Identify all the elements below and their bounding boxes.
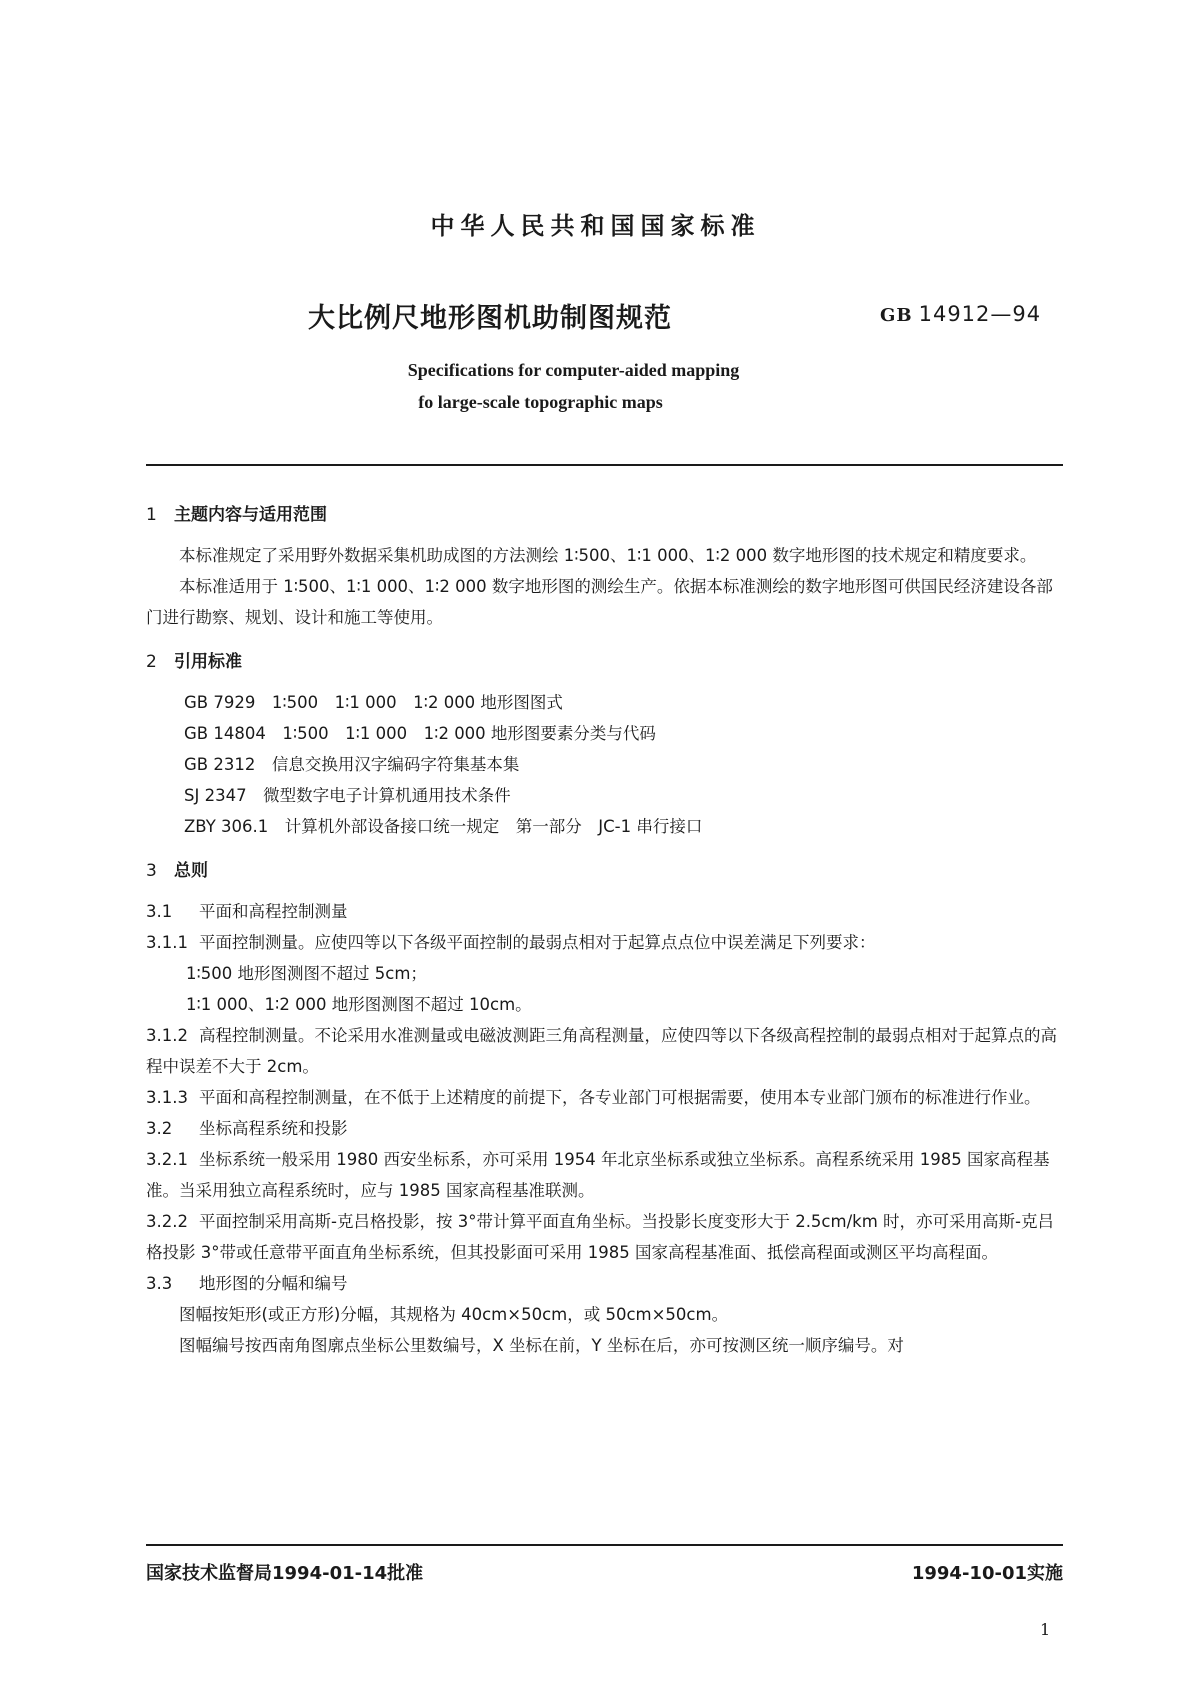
subsection-3-3: 3.3 地形图的分幅和编号	[146, 1274, 348, 1293]
section-1-heading	[146, 500, 1063, 530]
section-title: 主题内容与适用范围	[174, 505, 327, 525]
standard-number	[880, 302, 1041, 326]
title-en-line-1: Specifications for computer-aided mapping	[407, 360, 740, 380]
clause-item: 1∶1 000、1∶2 000 地形图测图不超过 10cm。	[186, 995, 532, 1014]
implementation-date: 1994-10-01实施	[911, 1563, 1063, 1584]
reference-item: GB 7929 1∶500 1∶1 000 1∶2 000 地形图图式	[184, 693, 563, 712]
subsection-3-2: 3.2 坐标高程系统和投影	[146, 1119, 348, 1138]
clause-3-2-2: 3.2.2 平面控制采用高斯-克吕格投影，按 3°带计算平面直角坐标。当投影长度变形大于 2.5cm/km 时，亦可采用高斯-克吕格投影 3°带或任意带平面直角坐标系统，但其投影面可采用 1985 国家高程基准面、抵偿高程面或测区平均高程面。	[146, 1212, 1054, 1262]
standard-prefix: GB	[880, 305, 913, 326]
paragraph: 本标准适用于 1∶500、1∶1 000、1∶2 000 数字地形图的测绘生产。依据本标准测绘的数字地形图可供国民经济建设各部门进行勘察、规划、设计和施工等使用。	[146, 577, 1053, 627]
title-row	[0, 296, 1191, 336]
paragraph: 本标准规定了采用野外数据采集机助成图的方法测绘 1∶500、1∶1 000、1∶2 000 数字地形图的技术规定和精度要求。	[179, 546, 1037, 565]
document-title-cn: 大比例尺地形图机助制图规范	[308, 303, 672, 334]
reference-item: GB 14804 1∶500 1∶1 000 1∶2 000 地形图要素分类与代码	[184, 724, 656, 743]
document-title-en	[0, 354, 1191, 418]
page-number: 1	[1040, 1620, 1051, 1639]
clause-3-2-1: 3.2.1 坐标系统一般采用 1980 西安坐标系，亦可采用 1954 年北京坐标系或独立坐标系。高程系统采用 1985 国家高程基准。当采用独立高程系统时，应与 1985 国家高程基准联测。	[146, 1150, 1050, 1200]
section-number: 1	[146, 505, 157, 525]
subsection-3-1: 3.1 平面和高程控制测量	[146, 902, 348, 921]
paragraph: 图幅编号按西南角图廓点坐标公里数编号，X 坐标在前，Y 坐标在后，亦可按测区统一顺序编号。对	[179, 1336, 904, 1355]
section-title: 总则	[174, 861, 208, 881]
clause-3-1-3: 3.1.3 平面和高程控制测量，在不低于上述精度的前提下，各专业部门可根据需要，使用本专业部门颁布的标准进行作业。	[146, 1088, 1041, 1107]
section-title: 引用标准	[174, 652, 242, 672]
section-2-heading	[146, 647, 1063, 677]
clause-item: 1∶500 地形图测图不超过 5cm；	[186, 964, 427, 983]
approval-date: 国家技术监督局1994-01-14批准	[146, 1563, 424, 1584]
section-number: 3	[146, 861, 157, 881]
standard-code: 14912—94	[918, 302, 1042, 326]
clause-3-1-1: 3.1.1 平面控制测量。应使四等以下各级平面控制的最弱点相对于起算点点位中误差满足下列要求：	[146, 933, 876, 952]
document-body	[146, 500, 1063, 1361]
reference-item: SJ 2347 微型数字电子计算机通用技术条件	[184, 786, 511, 805]
reference-item: ZBY 306.1 计算机外部设备接口统一规定 第一部分 JC-1 串行接口	[184, 817, 703, 836]
national-standard-heading: 中华人民共和国国家标准	[430, 212, 761, 240]
paragraph: 图幅按矩形(或正方形)分幅，其规格为 40cm×50cm，或 50cm×50cm。	[179, 1305, 729, 1324]
section-number: 2	[146, 652, 157, 672]
footer	[146, 1559, 1063, 1589]
footer-divider	[146, 1544, 1063, 1546]
clause-3-1-2: 3.1.2 高程控制测量。不论采用水准测量或电磁波测距三角高程测量，应使四等以下各级高程控制的最弱点相对于起算点的高程中误差不大于 2cm。	[146, 1026, 1057, 1076]
header-divider	[146, 464, 1063, 466]
title-en-line-2: fo large-scale topographic maps	[418, 392, 663, 412]
reference-item: GB 2312 信息交换用汉字编码字符集基本集	[184, 755, 520, 774]
section-3-heading	[146, 856, 1063, 886]
